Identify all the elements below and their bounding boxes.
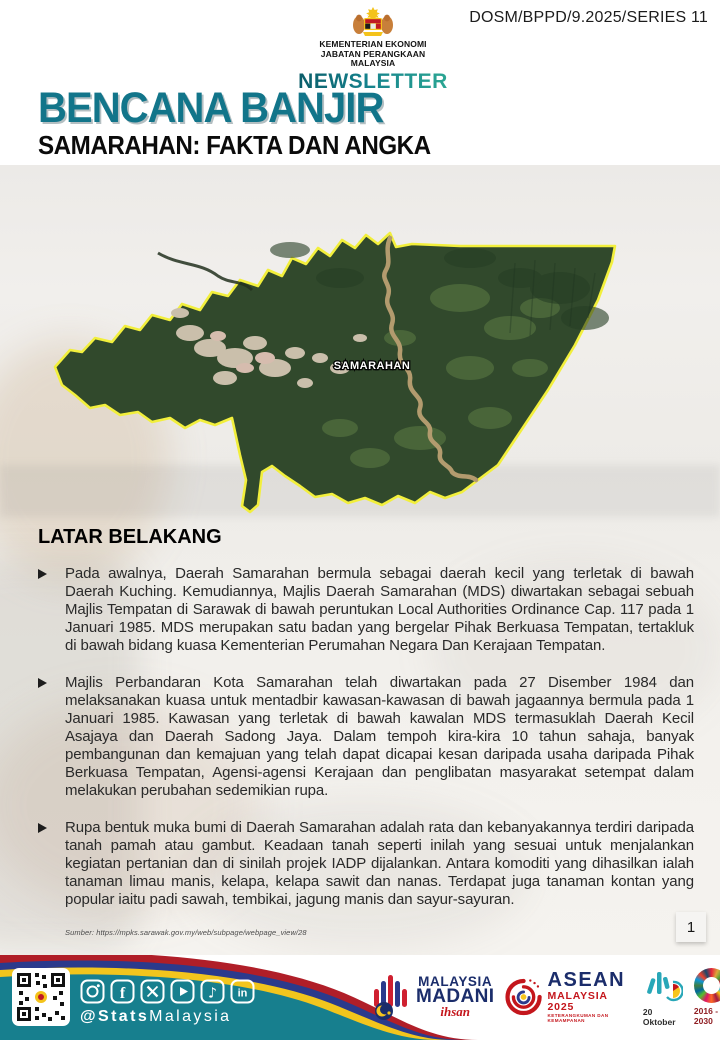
wsd-mark-icon bbox=[643, 968, 683, 1004]
footer bbox=[0, 955, 720, 1040]
facebook-icon[interactable] bbox=[110, 979, 135, 1004]
page-title: BENCANA BANJIR bbox=[38, 84, 384, 132]
qr-code bbox=[12, 968, 70, 1026]
tiktok-icon[interactable] bbox=[200, 979, 225, 1004]
youtube-icon[interactable] bbox=[170, 979, 195, 1004]
world-statistics-day-logo: 20 Oktober bbox=[643, 968, 683, 1027]
asean-swirl-icon bbox=[505, 974, 542, 1020]
bullet-item bbox=[38, 674, 694, 800]
malaysia-coat-of-arms-icon bbox=[351, 5, 395, 39]
svg-text:in: in bbox=[237, 987, 248, 1000]
bullet-text: Majlis Perbandaran Kota Samarahan telah diwartakan pada 27 Disember 1984 dan melaksanakan kuasa untuk mentadbir kawasan-kawasan di bawah jagaannya bermula pada 1 Januari 1985. Kawasan yang terletak di bawah kawalan MDS termasuklah Daerah Kecil Asajaya dan Daerah Sadong Jaya. Dalam tempoh kira-kira 10 tahun sahaja, banyak pembangunan dan kemajuan yang telah dapat dicapai kesan daripada usaha daripada Pihak Berkuasa Tempatan, Agensi-agensi Kerajaan dan penglibatan masyarakat setempat dalam melakukan perubahan sedemikian rupa. bbox=[65, 674, 694, 799]
series-code: DOSM/BPPD/9.2025/SERIES 11 bbox=[469, 9, 708, 26]
malaysia-madani-logo: MALAYSIA MADANI ihsan bbox=[372, 973, 494, 1021]
social-media-block bbox=[80, 979, 255, 1026]
asean-malaysia-2025-logo: ASEAN MALAYSIA 2025 KETERANGKUMAN DAN KEMAMPANAN bbox=[505, 970, 632, 1023]
source-citation: Sumber: https://mpks.sarawak.gov.my/web/subpage/webpage_view/28 bbox=[65, 928, 307, 937]
page-number: 1 bbox=[676, 912, 706, 942]
instagram-icon[interactable] bbox=[80, 979, 105, 1004]
arrow-bullet-icon bbox=[38, 819, 65, 909]
latar-belakang-section bbox=[38, 526, 694, 937]
svg-text:f: f bbox=[119, 985, 126, 1002]
sdg-wheel-icon bbox=[694, 968, 720, 1003]
bullet-text: Pada awalnya, Daerah Samarahan bermula sebagai daerah kecil yang terletak di bawah Daerah Kuching. Kemudiannya, Majlis Daerah Samarahan (MDS) diwartakan sebagai sebuah Majlis Tempatan di Sarawak di bawah peruntukan Local Authorities Ordinance Cap. 117 pada 1 Januari 1985. MDS merupakan satu badan yang bergelar Pihak Berkuasa Tempatan, tertakluk di bawah bidang kuasa Kementerian Perumahan Negara Dan Kerajaan Tempatan. bbox=[65, 565, 694, 654]
footer-logos bbox=[372, 961, 719, 1033]
arrow-bullet-icon bbox=[38, 565, 65, 655]
section-heading: LATAR BELAKANG bbox=[38, 526, 222, 548]
ministry-line2: JABATAN PERANGKAAN MALAYSIA bbox=[320, 48, 426, 69]
arrow-bullet-icon bbox=[38, 674, 65, 800]
ministry-line1: KEMENTERIAN EKONOMI bbox=[319, 39, 427, 49]
linkedin-icon[interactable] bbox=[230, 979, 255, 1004]
agency-brand-block bbox=[298, 5, 448, 93]
x-twitter-icon[interactable] bbox=[140, 979, 165, 1004]
bullet-item bbox=[38, 819, 694, 909]
title-block bbox=[38, 84, 460, 160]
svg-text:♪: ♪ bbox=[208, 985, 217, 1002]
bullet-item bbox=[38, 565, 694, 655]
sdg-2016-2030-logo: 2016 - 2030 bbox=[694, 968, 720, 1026]
map-label: SAMARAHAN bbox=[333, 360, 411, 372]
page-subtitle: SAMARAHAN: FAKTA DAN ANGKA bbox=[38, 129, 431, 160]
newsletter-wordmark: NEWSLETTER bbox=[298, 69, 448, 93]
madani-hand-icon bbox=[372, 973, 410, 1021]
bullet-text: Rupa bentuk muka bumi di Daerah Samarahan adalah rata dan kebanyakannya terdiri daripada tanah pamah atau gambut. Keadaan tanah seperti inilah yang sesuai untuk menjalankan kegiatan pertanian dan di sinilah projek IADP dijalankan. Antara komoditi yang dihasilkan ialah tanaman limau manis, kelapa, kelapa sawit dan nanas. Terdapat juga tanaman kontan yang popular iaitu padi sawah, tembikai, jagung manis dan sayur-sayuran. bbox=[65, 819, 694, 908]
stats-malaysia-handle: @StatsMalaysia bbox=[80, 1008, 232, 1025]
samarahan-district-map bbox=[40, 218, 630, 520]
